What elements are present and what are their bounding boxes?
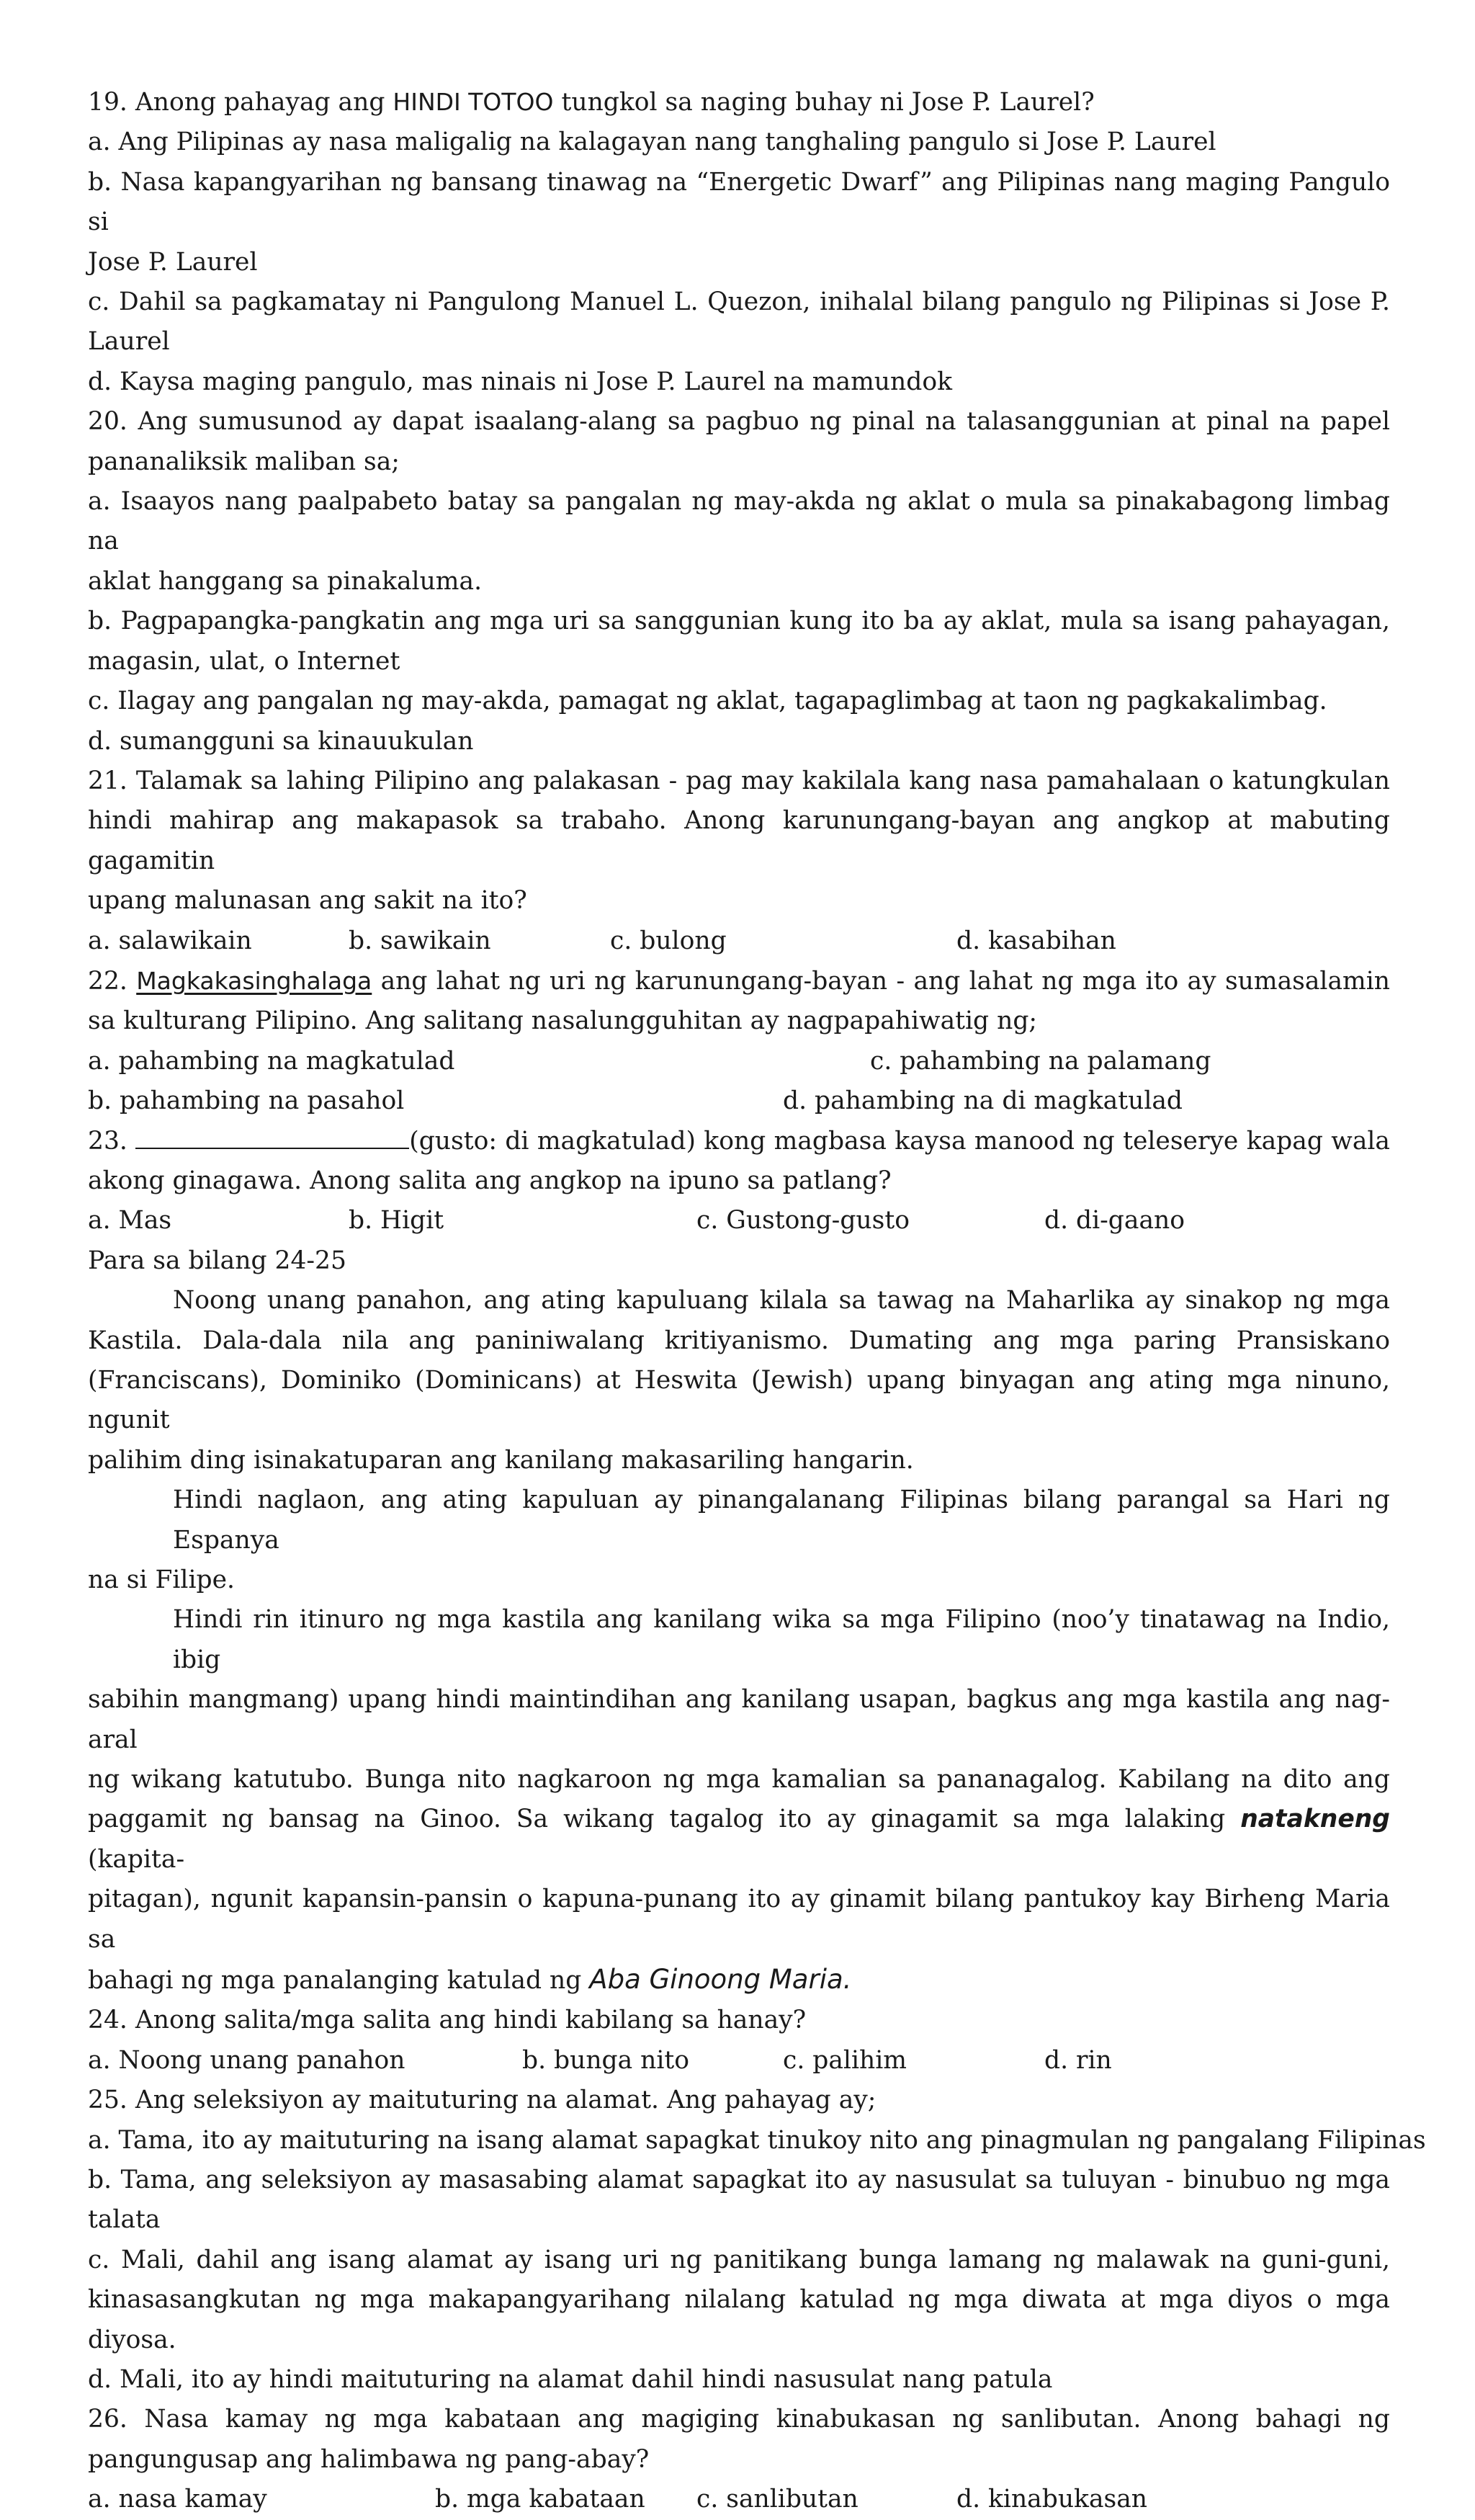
q21-option-d: d. kasabihan: [956, 926, 1116, 955]
q26-question-cont: pangungusap ang halimbawa ng pang-abay?: [88, 2444, 650, 2474]
q22-question-cont: sa kulturang Pilipino. Ang salitang nasalungguhitan ay nagpapahiwatig ng;: [88, 1006, 1038, 1036]
q20-option-b-cont: magasin, ulat, o Internet: [88, 646, 400, 676]
q22-option-b: b. pahambing na pasahol: [88, 1086, 405, 1116]
q21-option-c: c. bulong: [610, 926, 727, 955]
q20-option-b: b. Pagpapangka-pangkatin ang mga uri sa sanggunian kung ito ba ay aklat, mula sa isang pahayagan,: [88, 607, 1390, 636]
q19-option-a: a. Ang Pilipinas ay nasa maligalig na kalagayan nang tanghaling pangulo si Jose P. Laurel: [88, 128, 1216, 157]
q19-option-b-cont: Jose P. Laurel: [88, 247, 258, 277]
q22-option-a: a. pahambing na magkatulad: [88, 1046, 455, 1076]
q23-question: [88, 1122, 1390, 1161]
q20-option-c: c. Ilagay ang pangalan ng may-akda, pamagat ng aklat, tagapaglimbag at taon ng pagkakalimbag.: [88, 687, 1327, 716]
q23-options: [88, 1201, 1390, 1241]
q23-blank: [135, 1123, 409, 1149]
q25-option-c-cont: kinasasangkutan ng mga makapangyarihang nilalang katulad ng mga diwata at mga diyos o mga diyosa.: [88, 2285, 1390, 2354]
q21-question-cont: hindi mahirap ang makapasok sa trabaho. Anong karunungang-bayan ang angkop at mabuting gagamitin: [88, 806, 1390, 875]
exam-page: [88, 82, 1426, 2520]
q21-question: 21. Talamak sa lahing Pilipino ang palakasan - pag may kakilala kang nasa pamahalaan o katungkulan: [88, 766, 1390, 795]
passage-p1-line3: (Franciscans), Dominiko (Dominicans) at Heswita (Jewish) upang binyagan ang ating mga ninuno, ngunit: [88, 1365, 1390, 1435]
q24-options: [88, 2041, 1390, 2081]
q24-option-b: b. bunga nito: [522, 2045, 690, 2075]
passage-p3-line2: sabihin mangmang) upang hindi maintindihan ang kanilang usapan, bagkus ang mga kastila ang nag-aral: [88, 1685, 1390, 1754]
q22-question-text: ang lahat ng uri ng karunungang-bayan - ang lahat ng mga ito ay sumasalamin: [372, 966, 1390, 996]
q23-option-d: d. di-gaano: [1044, 1206, 1185, 1236]
passage-p1-line1: Noong unang panahon, ang ating kapuluang kilala sa tawag na Maharlika ay sinakop ng mga: [173, 1286, 1390, 1315]
q23-question-cont: akong ginagawa. Anong salita ang angkop na ipuno sa patlang?: [88, 1166, 892, 1195]
q23-number: 23.: [88, 1126, 136, 1156]
q26-option-b: b. mga kabataan: [435, 2485, 645, 2514]
passage-emphasis-aba-ginoong-maria: Aba Ginoong Maria.: [589, 1964, 852, 1996]
q25-question: 25. Ang seleksiyon ay maituturing na alamat. Ang pahayag ay;: [88, 2086, 877, 2115]
q24-question: 24. Anong salita/mga salita ang hindi kabilang sa hanay?: [88, 2006, 807, 2035]
passage-p3-line5: pitagan), ngunit kapansin-pansin o kapuna-punang ito ay ginamit bilang pantukoy kay Birheng Maria sa: [88, 1885, 1390, 1954]
passage-p3-line4-end: (kapita-: [88, 1844, 185, 1874]
q21-option-b: b. sawikain: [349, 926, 491, 955]
q21-options: [88, 921, 1390, 961]
q19-question-text-end: tungkol sa naging buhay ni Jose P. Laurel?: [553, 88, 1095, 117]
q19-option-b: b. Nasa kapangyarihan ng bansang tinawag na “Energetic Dwarf” ang Pilipinas nang maging Pangulo si: [88, 167, 1390, 237]
q22-number: 22.: [88, 966, 137, 996]
q23-option-a: a. Mas: [88, 1206, 172, 1236]
q26-option-c: c. sanlibutan: [696, 2485, 858, 2514]
q19-question-text: 19. Anong pahayag ang: [88, 88, 393, 117]
q23-option-c: c. Gustong-gusto: [696, 1206, 910, 1236]
passage-emphasis-natakneng: natakneng: [1240, 1805, 1390, 1834]
q26-option-d: d. kinabukasan: [956, 2485, 1148, 2514]
passage-p2-line2: na si Filipe.: [88, 1565, 235, 1594]
q20-question: 20. Ang sumusunod ay dapat isaalang-alang sa pagbuo ng pinal na talasanggunian at pinal na papel: [88, 407, 1390, 437]
q20-option-a-cont: aklat hanggang sa pinakaluma.: [88, 566, 483, 596]
q22-option-d: d. pahambing na di magkatulad: [783, 1086, 1183, 1116]
q25-option-c: c. Mali, dahil ang isang alamat ay isang uri ng panitikang bunga lamang ng malawak na guni-guni,: [88, 2245, 1390, 2274]
q25-option-b: b. Tama, ang seleksiyon ay masasabing alamat sapagkat ito ay nasusulat sa tuluyan - binubuo ng mga: [88, 2166, 1390, 2195]
q24-option-c: c. palihim: [783, 2045, 907, 2075]
q21-question-end: upang malunasan ang sakit na ito?: [88, 886, 527, 916]
q26-question: 26. Nasa kamay ng mga kabataan ang magiging kinabukasan ng sanlibutan. Anong bahagi ng: [88, 2405, 1390, 2434]
passage-p3-line6-text: bahagi ng mga panalanging katulad ng: [88, 1966, 590, 1996]
q22-underlined-word: Magkakasinghalaga: [136, 966, 372, 995]
q22-options-row1: [88, 1042, 1390, 1081]
q25-option-b-cont: talata: [88, 2205, 161, 2235]
q26-option-a: a. nasa kamay: [88, 2485, 267, 2514]
q22-question: [88, 961, 1390, 1001]
q25-option-d: d. Mali, ito ay hindi maituturing na alamat dahil hindi nasusulat nang patula: [88, 2365, 1053, 2395]
passage-p1-line2: Kastila. Dala-dala nila ang paniniwalang kritiyanismo. Dumating ang mga paring Pransiskano: [88, 1326, 1390, 1355]
q25-option-a: a. Tama, ito ay maituturing na isang alamat sapagkat tinukoy nito ang pinagmulan ng pangalang Filipinas: [88, 2125, 1426, 2155]
q19-question: [88, 82, 1390, 122]
passage-p3-line3: ng wikang katutubo. Bunga nito nagkaroon ng mga kamalian sa pananagalog. Kabilang na dito ang: [88, 1765, 1390, 1794]
q24-option-a: a. Noong unang panahon: [88, 2045, 405, 2075]
q20-option-a: a. Isaayos nang paalpabeto batay sa pangalan ng may-akda ng aklat o mula sa pinakabagong limbag na: [88, 487, 1390, 556]
passage-p2-line1: Hindi naglaon, ang ating kapuluan ay pinangalanang Filipinas bilang parangal sa Hari ng Espanya: [173, 1485, 1390, 1555]
passage-p3-line4: [88, 1800, 1390, 1880]
passage-p3-line4-text: paggamit ng bansag na Ginoo. Sa wikang tagalog ito ay ginagamit sa mga lalaking: [88, 1805, 1241, 1834]
passage-p3-line6: [88, 1960, 1390, 2001]
q23-question-text: (gusto: di magkatulad) kong magbasa kaysa manood ng teleserye kapag wala: [409, 1126, 1390, 1156]
passage-p3-line1: Hindi rin itinuro ng mga kastila ang kanilang wika sa mga Filipino (noo’y tinatawag na Indio, ibig: [173, 1605, 1390, 1674]
q19-keyword: HINDI TOTOO: [393, 88, 554, 116]
q23-option-b: b. Higit: [349, 1206, 444, 1236]
passage-p1-line4: palihim ding isinakatuparan ang kanilang makasariling hangarin.: [88, 1445, 914, 1475]
q20-option-d: d. sumangguni sa kinauukulan: [88, 726, 474, 756]
q21-option-a: a. salawikain: [88, 926, 252, 955]
q20-question-cont: pananaliksik maliban sa;: [88, 447, 400, 476]
passage-heading: Para sa bilang 24-25: [88, 1246, 346, 1275]
q19-option-d: d. Kaysa maging pangulo, mas ninais ni Jose P. Laurel na mamundok: [88, 367, 953, 396]
q22-option-c: c. pahambing na palamang: [870, 1046, 1211, 1076]
q19-option-c: c. Dahil sa pagkamatay ni Pangulong Manuel L. Quezon, inihalal bilang pangulo ng Pilipinas si Jose P.: [88, 287, 1390, 317]
q19-option-c-cont: Laurel: [88, 327, 170, 357]
q24-option-d: d. rin: [1044, 2045, 1112, 2075]
q26-options: [88, 2480, 1390, 2519]
q22-options-row2: [88, 1081, 1390, 1121]
